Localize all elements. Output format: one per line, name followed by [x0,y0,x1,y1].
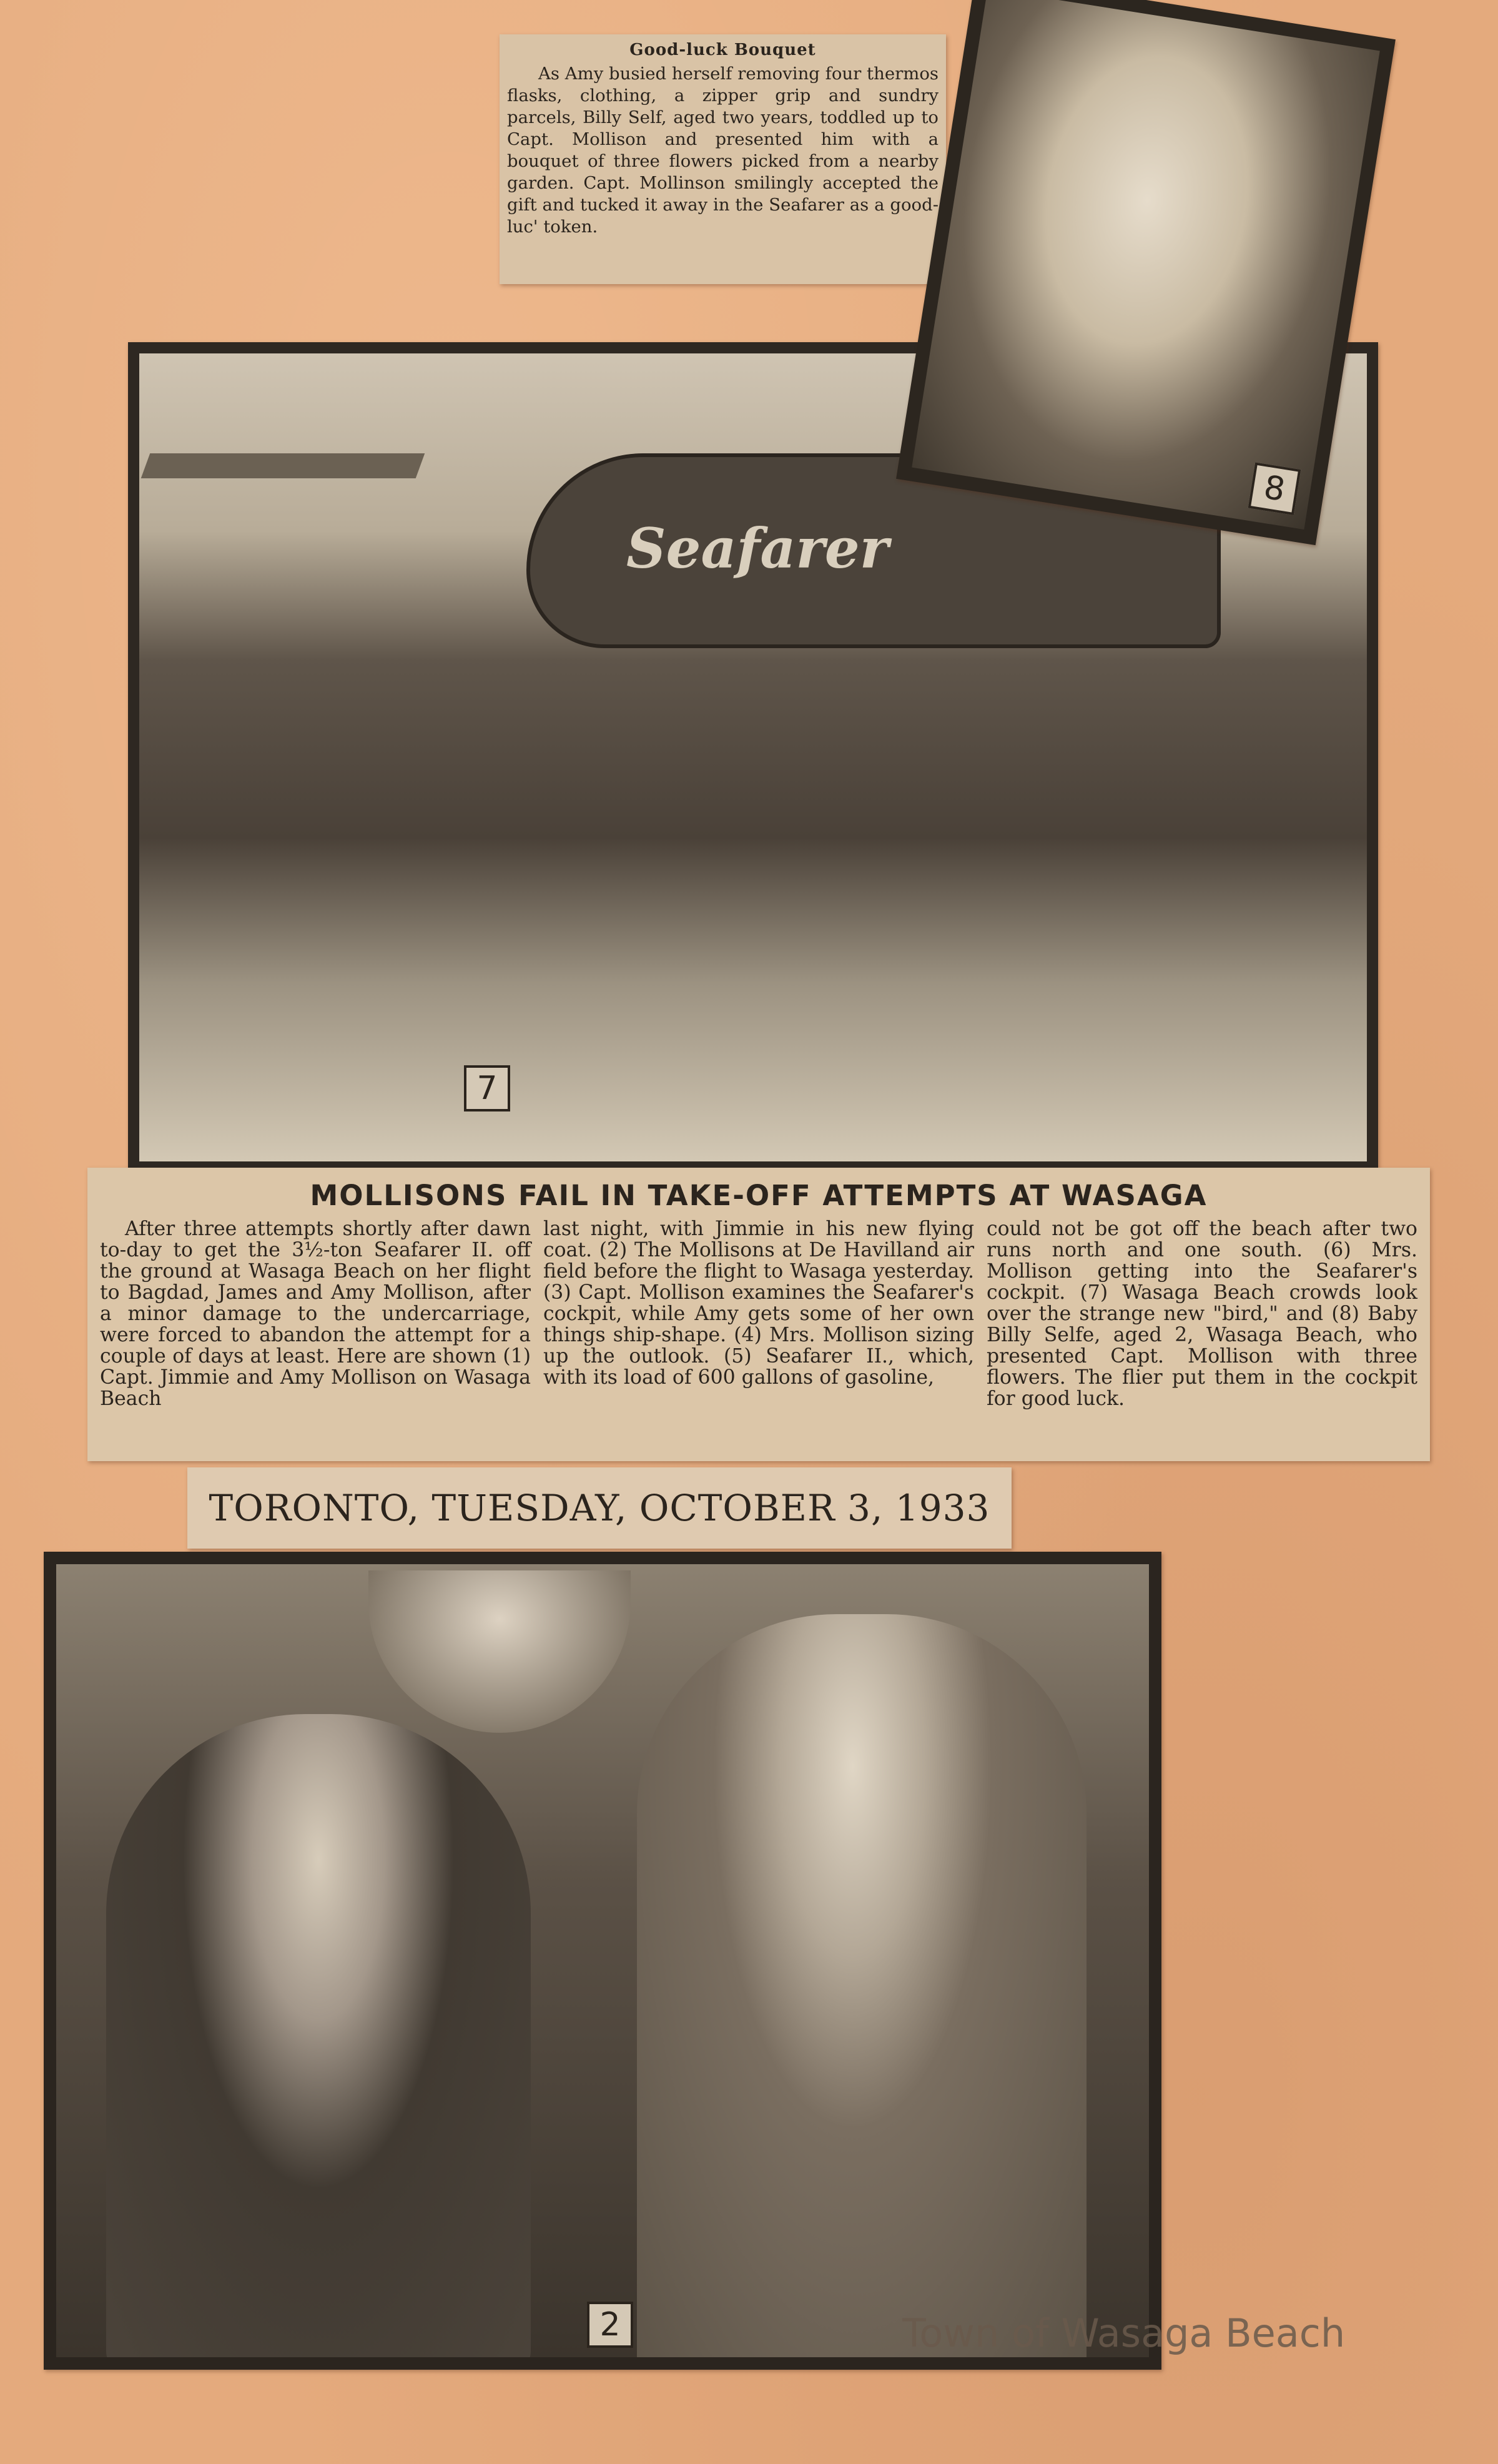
plane-porthole [368,1570,631,1733]
article-clipping [87,1168,1430,1461]
baby-photo [912,0,1380,530]
baby-photo-clipping [896,0,1396,545]
plane-lettering: Seafarer [626,516,889,581]
biplane-wing [141,453,425,478]
photo-number-7: 7 [464,1065,510,1111]
article-headline: MOLLISONS FAIL IN TAKE-OFF ATTEMPTS AT WASAGA [310,1179,1208,1212]
article-column-2: last night, with Jimmie in his new flying coat. (2) The Mollisons at De Havilland air field before the flight to Wasaga yesterday. (3) Capt. Mollison examines the Seafarer's cockpit, while Amy gets some of her own things ship-shape. (4) Mrs. Mollison sizing up the outlook. (5) Seafarer II., which, with its load of 600 gallons of gasoline, [543,1218,974,1389]
good-luck-bouquet-clipping [500,34,946,284]
bouquet-title: Good-luck Bouquet [629,41,816,59]
photo-number-8: 8 [1248,462,1301,515]
photo-number-2: 2 [587,2302,633,2348]
watermark-credit: Town of Wasaga Beach [902,2310,1346,2356]
dateline-clipping [187,1467,1012,1549]
article-column-1: After three attempts shortly after dawn to-day to get the 3½-ton Seafarer II. off the ground at Wasaga Beach on her flight to Bagdad, James and Amy Mollison, after a minor damage to the undercarriage, were forced to abandon the attempt for a couple of days at least. Here are shown (1) Capt. Jimmie and Amy Mollison on Wasaga Beach [100,1218,531,1410]
article-columns [100,1218,1417,1409]
jim-mollison [637,1614,1087,2357]
couple-photo-clipping [44,1552,1161,2370]
amy-mollison [106,1714,531,2357]
bouquet-body: As Amy busied herself removing four thermos flasks, clothing, a zipper grip and sundry parcels, Billy Self, aged two years, toddled up to Capt. Mollison and presented him with a bouquet of three flowers picked from a nearby garden. Capt. Mollinson smilingly accepted the gift and tucked it away in the Seafarer as a good-luc' token. [507,64,939,237]
article-column-3: could not be got off the beach after two runs north and one south. (6) Mrs. Mollison getting into the Seafarer's cockpit. (7) Wasaga Beach crowds look over the strange new "bird," and (8) Baby Billy Selfe, aged 2, Wasaga Beach, who presented Capt. Mollison with three flowers. The flier put them in the cockpit for good luck. [987,1218,1417,1410]
couple-photo [56,1564,1149,2357]
dateline: TORONTO, TUESDAY, OCTOBER 3, 1933 [209,1487,990,1529]
